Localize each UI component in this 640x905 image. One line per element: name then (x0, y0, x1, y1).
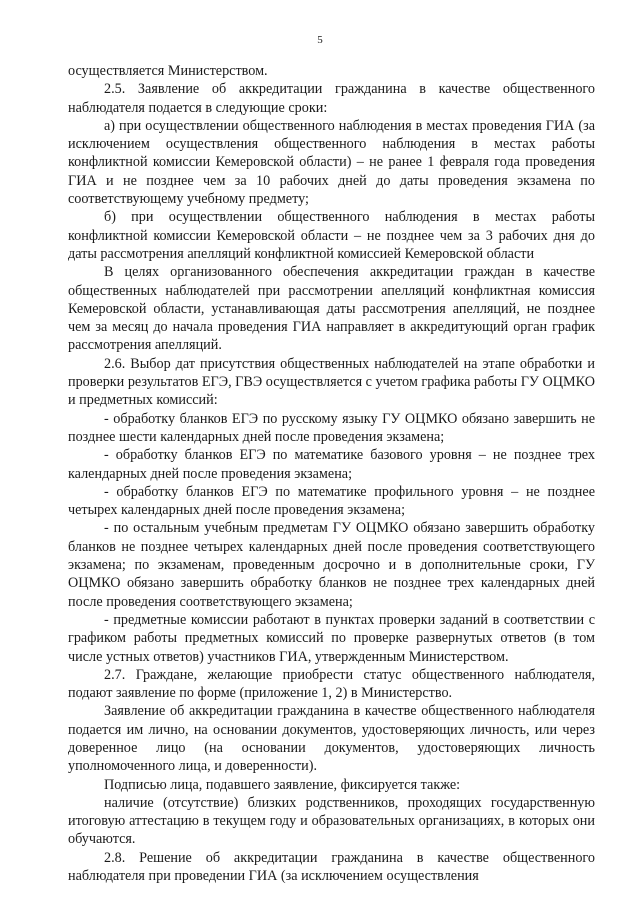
paragraph: 2.6. Выбор дат присутствия общественных наблюдателей на этапе обработки и проверки результатов ЕГЭ, ГВЭ осуществляется с учетом графика работы ГУ ОЦМКО и предметных комиссий: (68, 355, 595, 409)
list-item: - по остальным учебным предметам ГУ ОЦМКО обязано завершить обработку бланков не позднее четырех календарных дней после проведения соответствующего экзамена; по экзаменам, проведенным досрочно и в дополнительные сроки, ГУ ОЦМКО обязано завершить обработку бланков не позднее трех календарных дней после проведения соответствующего экзамена; (68, 520, 595, 610)
paragraph: осуществляется Министерством. (68, 63, 268, 79)
document-body (68, 62, 595, 885)
list-item: - обработку бланков ЕГЭ по математике профильного уровня – не позднее четырех календарных дней после проведения экзамена; (68, 483, 595, 519)
paragraph: В целях организованного обеспечения аккредитации граждан в качестве общественных наблюдателей при рассмотрении апелляций конфликтная комиссия Кемеровской области, устанавливающая даты рассмотрения апелляций, не позднее чем за месяц до начала проведения ГИА направляет в аккредитующий орган график рассмотрения апелляций. (68, 264, 595, 354)
paragraph: наличие (отсутствие) близких родственников, проходящих государственную итоговую аттестацию в текущем году и образовательных организациях, в которых они обучаются. (68, 794, 595, 848)
page-number: 5 (317, 34, 323, 46)
paragraph: Заявление об аккредитации гражданина в качестве общественного наблюдателя подается им лично, на основании документов, удостоверяющих личность, или через доверенное лицо (на основании документов, удостоверяющих личность уполномоченного лица, и доверенности). (68, 703, 595, 775)
paragraph: 2.7. Граждане, желающие приобрести статус общественного наблюдателя, подают заявление по форме (приложение 1, 2) в Министерство. (68, 666, 595, 702)
list-item: - предметные комиссии работают в пунктах проверки заданий в соответствии с графиком работы предметных комиссий по проверке развернутых ответов (в том числе устных ответов) участников ГИА, утвержденным Министерством. (68, 611, 595, 665)
paragraph: б) при осуществлении общественного наблюдения в местах работы конфликтной комиссии Кемеровской области – не позднее чем за 3 рабочих дня до даты рассмотрения апелляций конфликтной комиссией Кемеровской области (68, 209, 595, 262)
paragraph: а) при осуществлении общественного наблюдения в местах проведения ГИА (за исключением осуществления общественного наблюдения в местах работы конфликтной комиссии Кемеровской области) – не ранее 1 февраля года проведения ГИА и не позднее чем за 10 рабочих дней до даты проведения экзамена по соответствующему учебному предмету; (68, 117, 595, 208)
paragraph: Подписью лица, подавшего заявление, фиксируется также: (104, 776, 461, 793)
paragraph: 2.5. Заявление об аккредитации гражданина в качестве общественного наблюдателя подается в следующие сроки: (68, 81, 595, 116)
list-item: - обработку бланков ЕГЭ по русскому языку ГУ ОЦМКО обязано завершить не позднее шести календарных дней после проведения экзамена; (68, 410, 595, 445)
paragraph: 2.8. Решение об аккредитации гражданина в качестве общественного наблюдателя при проведении ГИА (за исключением осуществления (68, 849, 595, 885)
list-item: - обработку бланков ЕГЭ по математике базового уровня – не позднее трех календарных дней после проведения экзамена; (68, 447, 595, 482)
